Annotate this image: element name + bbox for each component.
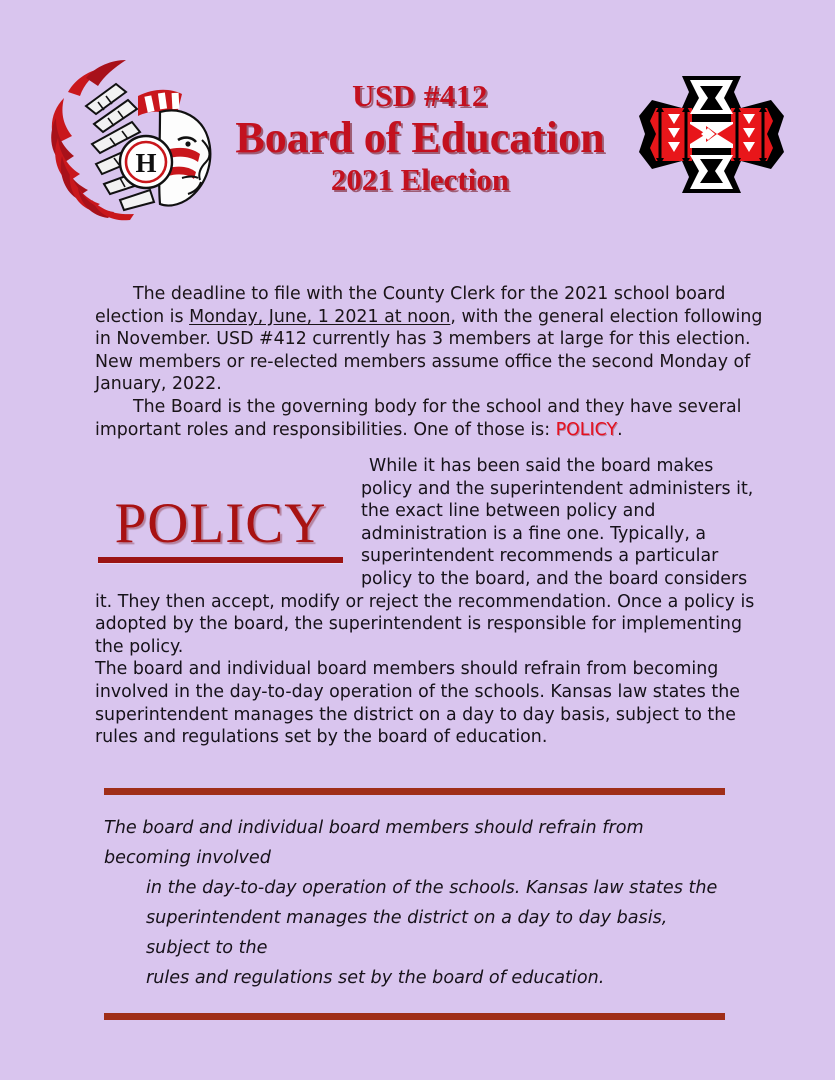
policy-board-conduct-paragraph: The board and individual board members should refrain from becoming involved in the day-to-day operation of the schools. Kansas law states the superintendent manages the district on a day to day basis, subject to the rules and regulations set by the board of education. <box>95 659 740 748</box>
pull-quote-text <box>104 813 725 993</box>
quote-line-1: The board and individual board members should refrain from becoming involved <box>104 818 644 868</box>
board-role-text-part1: The Board is the governing body for the school and they have several important roles and responsibilities. One of those is: <box>95 396 742 440</box>
quote-rule-top <box>104 788 725 795</box>
page-title <box>215 80 625 197</box>
board-role-text-part2: . <box>617 419 623 440</box>
paragraph-deadline <box>95 283 763 396</box>
intro-text-area <box>95 283 763 441</box>
paragraph-board-role <box>95 396 763 441</box>
title-line-board: Board of Education <box>235 112 605 162</box>
deadline-text-part2: , with the general election following in November. USD #412 currently has 3 members at large for this election. New members or re-elected members assume office the second Monday of January, 2022. <box>95 306 763 395</box>
policy-heading-block <box>98 492 343 563</box>
svg-text:H: H <box>135 148 157 178</box>
filing-deadline-date: Monday, June, 1 2021 at noon <box>189 306 451 327</box>
page-header <box>0 0 835 240</box>
policy-heading-underline <box>98 557 343 563</box>
policy-heading: POLICY <box>114 492 327 555</box>
quote-line-4: rules and regulations set by the board of education. <box>146 968 605 988</box>
quote-line-3: superintendent manages the district on a day to day basis, subject to the <box>146 908 668 958</box>
quote-line-2: in the day-to-day operation of the schools. Kansas law states the <box>146 878 718 898</box>
deadline-text-part1: The deadline to file with the County Clerk for the 2021 school board election is <box>95 284 726 327</box>
quote-rule-bottom <box>104 1013 725 1020</box>
indian-chief-mascot-logo <box>42 52 227 227</box>
pull-quote-block <box>104 788 725 1020</box>
policy-keyword: POLICY <box>555 419 618 440</box>
policy-description-text: While it has been said the board makes policy and the superintendent administers it, the exact line between policy and administration is a fine one. Typically, a superintendent recommends a particular policy to the board, and the board considers it. They then accept, modify or reject the recommendation. Once a policy is adopted by the board, the superintendent is responsible for implementing the policy. <box>95 456 755 657</box>
title-line-election: 2021 Election <box>330 162 510 198</box>
title-line-district: USD #412 <box>352 78 488 113</box>
policy-section <box>95 455 763 749</box>
tribal-emblem-logo <box>634 72 789 197</box>
